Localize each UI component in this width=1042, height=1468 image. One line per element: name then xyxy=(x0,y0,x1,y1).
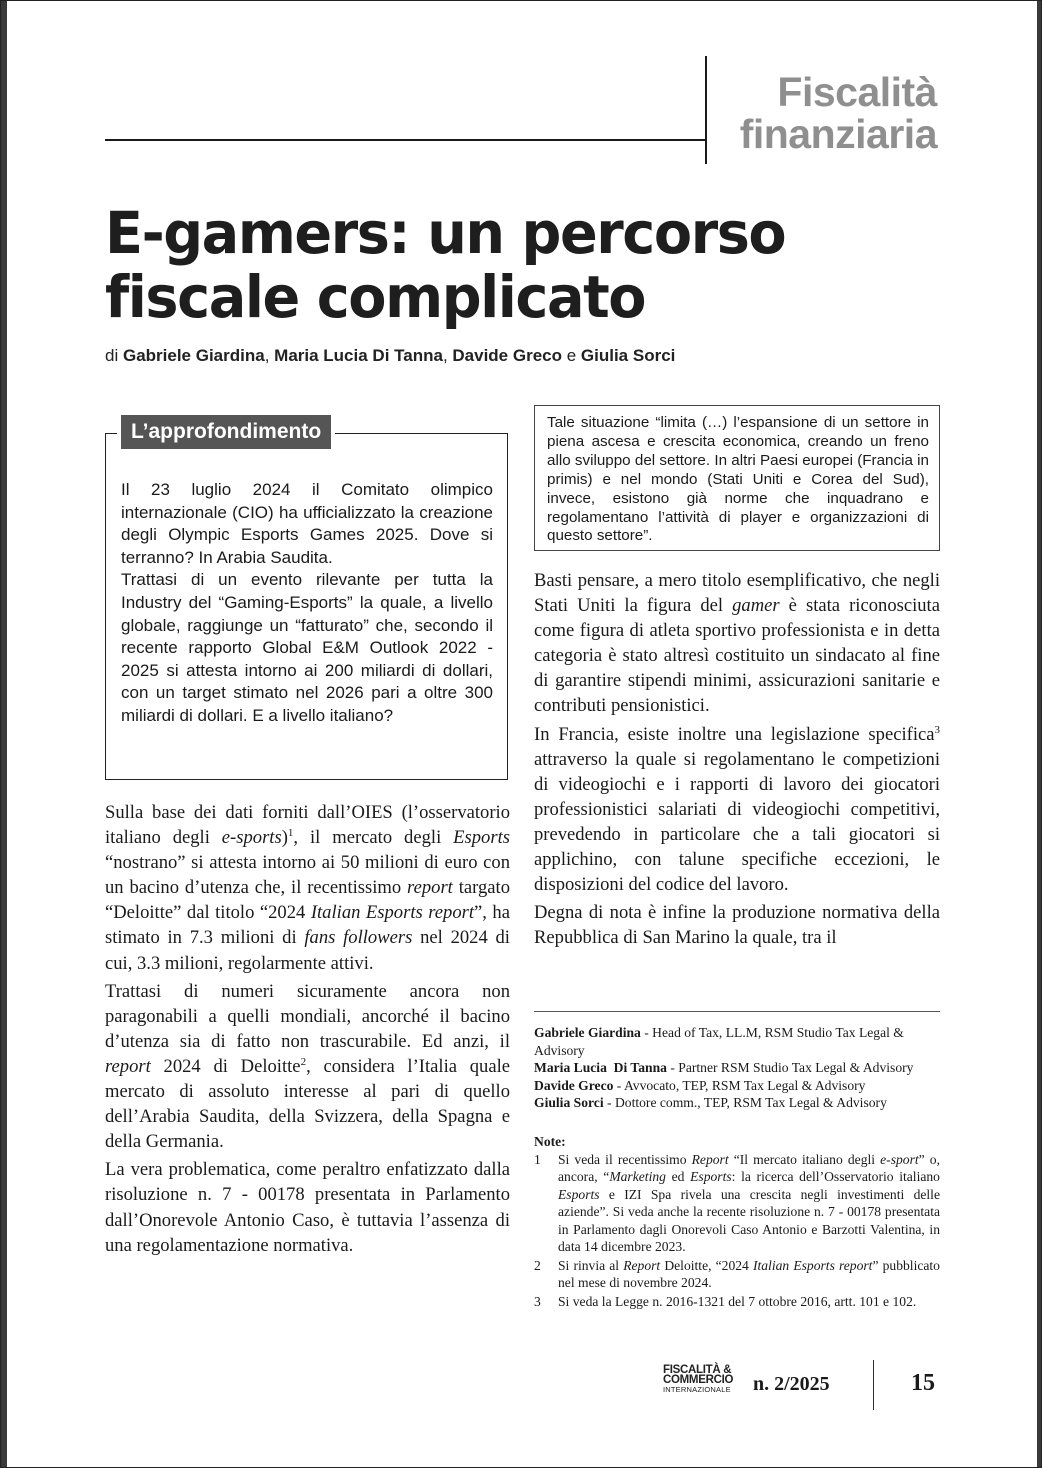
text-run: ” pubblicato nel mese di novembre 2024. xyxy=(558,1257,940,1290)
author-name: Davide Greco xyxy=(452,346,562,365)
section-label xyxy=(707,71,937,155)
header-rule xyxy=(105,139,706,141)
italic-run: Esports xyxy=(453,827,510,849)
byline-separator: e xyxy=(562,346,581,365)
author-credit-role: - Dottore comm., TEP, RSM Tax Legal & Advisory xyxy=(603,1095,887,1111)
footnote-text: Si veda la Legge n. 2016-1321 del 7 ottobre 2016, artt. 101 e 102. xyxy=(558,1293,917,1309)
approfondimento-paragraph: Il 23 luglio 2024 il Comitato olimpico internazionale (CIO) ha ufficializzato la creazione degli Olympic Esports Games 2025. Dove si terranno? In Arabia Saudita. xyxy=(121,480,493,567)
italic-run: gamer xyxy=(732,595,780,617)
author-name: Maria Lucia Di Tanna xyxy=(274,346,443,365)
author-credit xyxy=(534,1094,940,1112)
italic-run: e-sport xyxy=(880,1151,919,1167)
italic-run: Report xyxy=(623,1257,661,1273)
italic-run: report xyxy=(105,1055,151,1077)
footnote-ref[interactable]: 1 xyxy=(287,827,294,840)
byline-prefix: di xyxy=(105,346,123,365)
left-column xyxy=(105,800,510,1261)
magazine-logo xyxy=(663,1365,743,1395)
text-run: Deloitte, “2024 xyxy=(660,1257,753,1273)
body-paragraph xyxy=(534,568,940,719)
authors-rule xyxy=(534,1011,940,1012)
footnotes-title: Note: xyxy=(534,1134,566,1149)
author-name: Giulia Sorci xyxy=(580,346,676,365)
author-credits xyxy=(534,1024,940,1112)
author-credit-name: Gabriele Giardina xyxy=(534,1025,641,1040)
italic-run: e-sports xyxy=(221,827,282,849)
footnote-number: 1 xyxy=(534,1151,541,1167)
text-run: nel 2024 di cui, 3.3 milioni, regolarmente attivi. xyxy=(105,927,510,974)
text-run: Sulla base dei dati forniti dall’OIES (l’osservatorio italiano degli xyxy=(105,802,510,849)
text-run: Si rinvia al xyxy=(558,1257,624,1273)
footer-divider xyxy=(873,1360,874,1410)
italic-run: Marketing xyxy=(609,1169,666,1184)
body-paragraph: Degna di nota è infine la produzione normativa della Repubblica di San Marino la quale, tra il xyxy=(534,902,940,949)
article-title: E-gamers: un percorso fiscale complicato xyxy=(105,199,786,331)
footnote-number: 2 xyxy=(534,1257,541,1273)
text-run: “nostrano” si attesta intorno ai 50 milioni di euro con un bacino d’utenza che, il recentissimo xyxy=(105,852,510,899)
author-credit-role: - Partner RSM Studio Tax Legal & Advisory xyxy=(666,1060,914,1076)
footnote xyxy=(534,1151,940,1256)
byline-separator: , xyxy=(264,346,275,365)
italic-run: report xyxy=(407,877,453,899)
text-run: In Francia, esiste inoltre una legislazione specifica xyxy=(534,723,935,745)
approfondimento-tag: L’approfondimento xyxy=(121,415,331,449)
footnote-text xyxy=(558,1257,940,1292)
author-credit-role: - Avvocato, TEP, RSM Tax Legal & Advisory xyxy=(613,1077,866,1093)
footnote-number: 3 xyxy=(534,1293,541,1309)
author-credit-role: - Head of Tax, LL.M, RSM Studio Tax Legal & Advisory xyxy=(534,1025,904,1058)
quote-paragraph: Tale situazione “limita (…) l’espansione di un settore in piena ascesa e crescita economica, creando un freno allo sviluppo del settore. In altri Paesi europei (Francia in primis) e nel mondo (Stati Uniti e Corea del Sud), invece, esistono già norme che inquadrano e regolamentano l’attività di player e organizzazioni di questo settore”. xyxy=(547,414,929,545)
italic-run: Report xyxy=(691,1151,729,1167)
author-credit-name: Maria Lucia Di Tanna xyxy=(534,1060,667,1076)
quote-box-text xyxy=(547,414,929,546)
text-run: attraverso la quale si regolamentano le competizioni di videogiochi e i rapporti di lavoro dei giocatori professionistici salariati di videogiochi competitivi, prevedendo in particolare che a tali giocatori si applichino, con talune specifiche eccezioni, le disposizioni del codice del lavoro. xyxy=(534,748,940,896)
text-run: ” o, ancora, “ xyxy=(558,1151,940,1184)
text-run: ”, ha stimato in 7.3 milioni di xyxy=(105,902,510,949)
footnote xyxy=(534,1257,940,1292)
body-paragraph xyxy=(534,722,940,898)
footnote-ref[interactable]: 2 xyxy=(300,1055,307,1068)
text-run: ed xyxy=(665,1169,691,1184)
approfondimento-text xyxy=(121,479,493,728)
italic-run: fans followers xyxy=(304,927,413,949)
approfondimento-paragraph: Trattasi di un evento rilevante per tutta la Industry del “Gaming-Esports” la quale, a livello globale, raggiunge un “fatturato” che, secondo il recente rapporto Global E&M Outlook 2022 - 2025 si attesta intorno ai 200 miliardi di dollari, con un target stimato nel 2026 pari a oltre 300 miliardi di dollari. E a livello italiano? xyxy=(121,570,493,725)
section-label-line1: Fiscalità xyxy=(777,69,937,115)
author-name: Gabriele Giardina xyxy=(122,346,265,365)
italic-run: Esports xyxy=(690,1169,732,1184)
text-run: “Il mercato italiano degli xyxy=(728,1151,881,1167)
italic-run: Italian Esports report xyxy=(310,902,475,924)
footnote-text xyxy=(558,1151,940,1256)
italic-run: Esports xyxy=(558,1186,600,1202)
text-run: Si veda il recentissimo xyxy=(558,1151,692,1167)
text-run: e IZI Spa rivela una crescita negli investimenti delle aziende”. Si veda anche la recente risoluzione n. 7 - 00178 presentata in Parlamento dagli Onorevoli Caso Antonio e Barzotti Valentina, in data 14 dicembre 2023. xyxy=(558,1186,940,1254)
body-paragraph xyxy=(105,979,510,1155)
author-credit xyxy=(534,1024,940,1059)
logo-line: INTERNAZIONALE xyxy=(663,1385,731,1394)
logo-line: FISCALITÀ & xyxy=(663,1364,732,1376)
text-run: ) xyxy=(281,827,288,849)
text-run: : la ricerca dell’Osservatorio italiano xyxy=(731,1169,940,1184)
byline-separator: , xyxy=(442,346,453,365)
text-run: 2024 di Deloitte xyxy=(150,1055,301,1077)
text-run: è stata riconosciuta come figura di atleta sportivo professionista e in detta categoria è stato altresì costituito un sindacato al fine di garantire stipendi minimi, assicurazioni sanitarie e contributi pensionistici. xyxy=(534,595,940,717)
text-run: Basti pensare, a mero titolo esemplificativo, che negli Stati Uniti la figura del xyxy=(534,570,940,617)
section-label-line2: finanziaria xyxy=(739,111,937,157)
byline xyxy=(105,346,935,366)
italic-run: Italian Esports report xyxy=(752,1257,873,1273)
issue-number: n. 2/2025 xyxy=(753,1373,830,1395)
footnotes xyxy=(534,1133,940,1311)
right-column xyxy=(534,568,940,953)
author-credit xyxy=(534,1059,940,1077)
text-run: targato “Deloitte” dal titolo “2024 xyxy=(105,877,510,924)
logo-line: COMMERCIO xyxy=(663,1374,734,1386)
author-credit-name: Davide Greco xyxy=(534,1077,614,1093)
text-run: , considera l’Italia quale mercato di assoluto interesse al pari di quello dell’Arabia Saudita, della Svizzera, della Spagna e della Germania. xyxy=(105,1055,510,1153)
footnote-ref[interactable]: 3 xyxy=(934,723,940,736)
text-run: Trattasi di numeri sicuramente ancora non paragonabili a quelli mondiali, ancorché il bacino d’utenza sia di fatto non trascurabile. Ed anzi, il xyxy=(105,980,510,1052)
body-paragraph: La vera problematica, come peraltro enfatizzato dalla risoluzione n. 7 - 00178 presentata in Parlamento dall’Onorevole Antonio Caso, è tuttavia l’assenza di una regolamentazione normativa. xyxy=(105,1159,510,1256)
footnote xyxy=(534,1293,940,1311)
body-paragraph xyxy=(105,800,510,976)
text-run: , il mercato degli xyxy=(293,827,454,849)
author-credit-name: Giulia Sorci xyxy=(534,1095,604,1111)
author-credit xyxy=(534,1077,940,1095)
page-number: 15 xyxy=(911,1370,935,1396)
